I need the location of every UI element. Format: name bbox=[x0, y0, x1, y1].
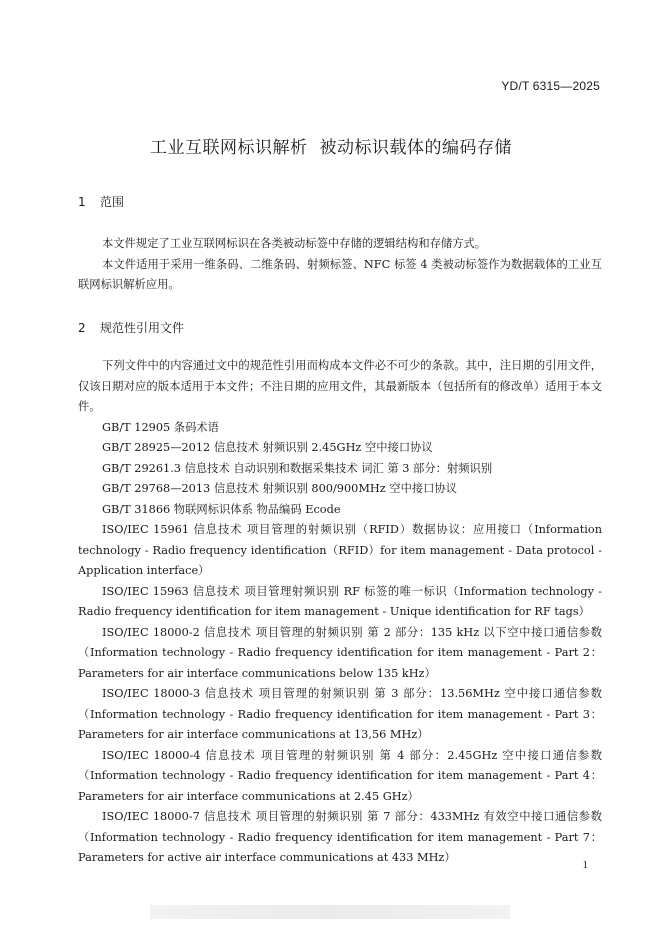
references-intro: 下列文件中的内容通过文中的规范性引用而构成本文件必不可少的条款。其中，注日期的引用文件，仅该日期对应的版本适用于本文件；不注日期的应用文件，其最新版本（包括所有的修改单）适用于本文件。 bbox=[78, 359, 602, 413]
section-1-heading bbox=[78, 193, 124, 210]
reference-item: ISO/IEC 18000-2 信息技术 项目管理的射频识别 第 2 部分：135 kHz 以下空中接口通信参数（Information technology - Radio frequency identification for item management - Part 2：Parameters for air interface communications below 135 kHz） bbox=[78, 625, 602, 680]
reference-item: GB/T 29768—2013 信息技术 射频识别 800/900MHz 空中接口协议 bbox=[102, 482, 458, 495]
reference-item: ISO/IEC 18000-4 信息技术 项目管理的射频识别 第 4 部分：2.45GHz 空中接口通信参数（Information technology - Radio frequency identification for item management - Part 4：Parameters for air interface communications at 2.45 GHz） bbox=[78, 748, 602, 803]
reference-item: ISO/IEC 15963 信息技术 项目管理射频识别 RF 标签的唯一标识（Information technology - Radio frequency identification for item management - Unique identification for RF tags） bbox=[78, 584, 602, 618]
footer-watermark bbox=[150, 905, 510, 919]
section-2-title: 规范性引用文件 bbox=[100, 321, 185, 335]
reference-item: ISO/IEC 18000-7 信息技术 项目管理的射频识别 第 7 部分：433MHz 有效空中接口通信参数（Information technology - Radio frequency identification for item management - Part 7：Parameters for active air interface communications at 433 MHz） bbox=[78, 810, 602, 864]
standard-number: YD/T 6315—2025 bbox=[501, 79, 600, 93]
reference-item: GB/T 31866 物联网标识体系 物品编码 Ecode bbox=[102, 502, 341, 516]
reference-item: GB/T 28925—2012 信息技术 射频识别 2.45GHz 空中接口协议 bbox=[102, 441, 433, 454]
page-number: 1 bbox=[582, 859, 588, 871]
scope-body bbox=[78, 234, 602, 296]
reference-item: ISO/IEC 18000-3 信息技术 项目管理的射频识别 第 3 部分：13.56MHz 空中接口通信参数（Information technology - Radio frequency identification for item management - Part 3：Parameters for air interface communications at 13,56 MHz） bbox=[78, 687, 602, 741]
scope-paragraph: 本文件规定了工业互联网标识在各类被动标签中存储的逻辑结构和存储方式。 bbox=[102, 237, 487, 250]
document-title: 工业互联网标识解析 被动标识载体的编码存储 bbox=[150, 138, 512, 158]
references-body bbox=[78, 356, 602, 869]
section-2-number: 2 bbox=[78, 321, 86, 335]
section-2-heading bbox=[78, 319, 184, 336]
section-1-title: 范围 bbox=[100, 195, 125, 209]
scope-paragraph: 本文件适用于采用一维条码、二维条码、射频标签、NFC 标签 4 类被动标签作为数据载体的工业互联网标识解析应用。 bbox=[78, 257, 602, 291]
reference-item: GB/T 12905 条码术语 bbox=[102, 420, 219, 434]
reference-item: ISO/IEC 15961 信息技术 项目管理的射频识别（RFID）数据协议：应用接口（Information technology - Radio frequency identification（RFID）for item management - Data protocol - Application interface） bbox=[78, 523, 602, 577]
section-1-number: 1 bbox=[78, 195, 86, 209]
reference-item: GB/T 29261.3 信息技术 自动识别和数据采集技术 词汇 第 3 部分：射频识别 bbox=[102, 461, 493, 475]
